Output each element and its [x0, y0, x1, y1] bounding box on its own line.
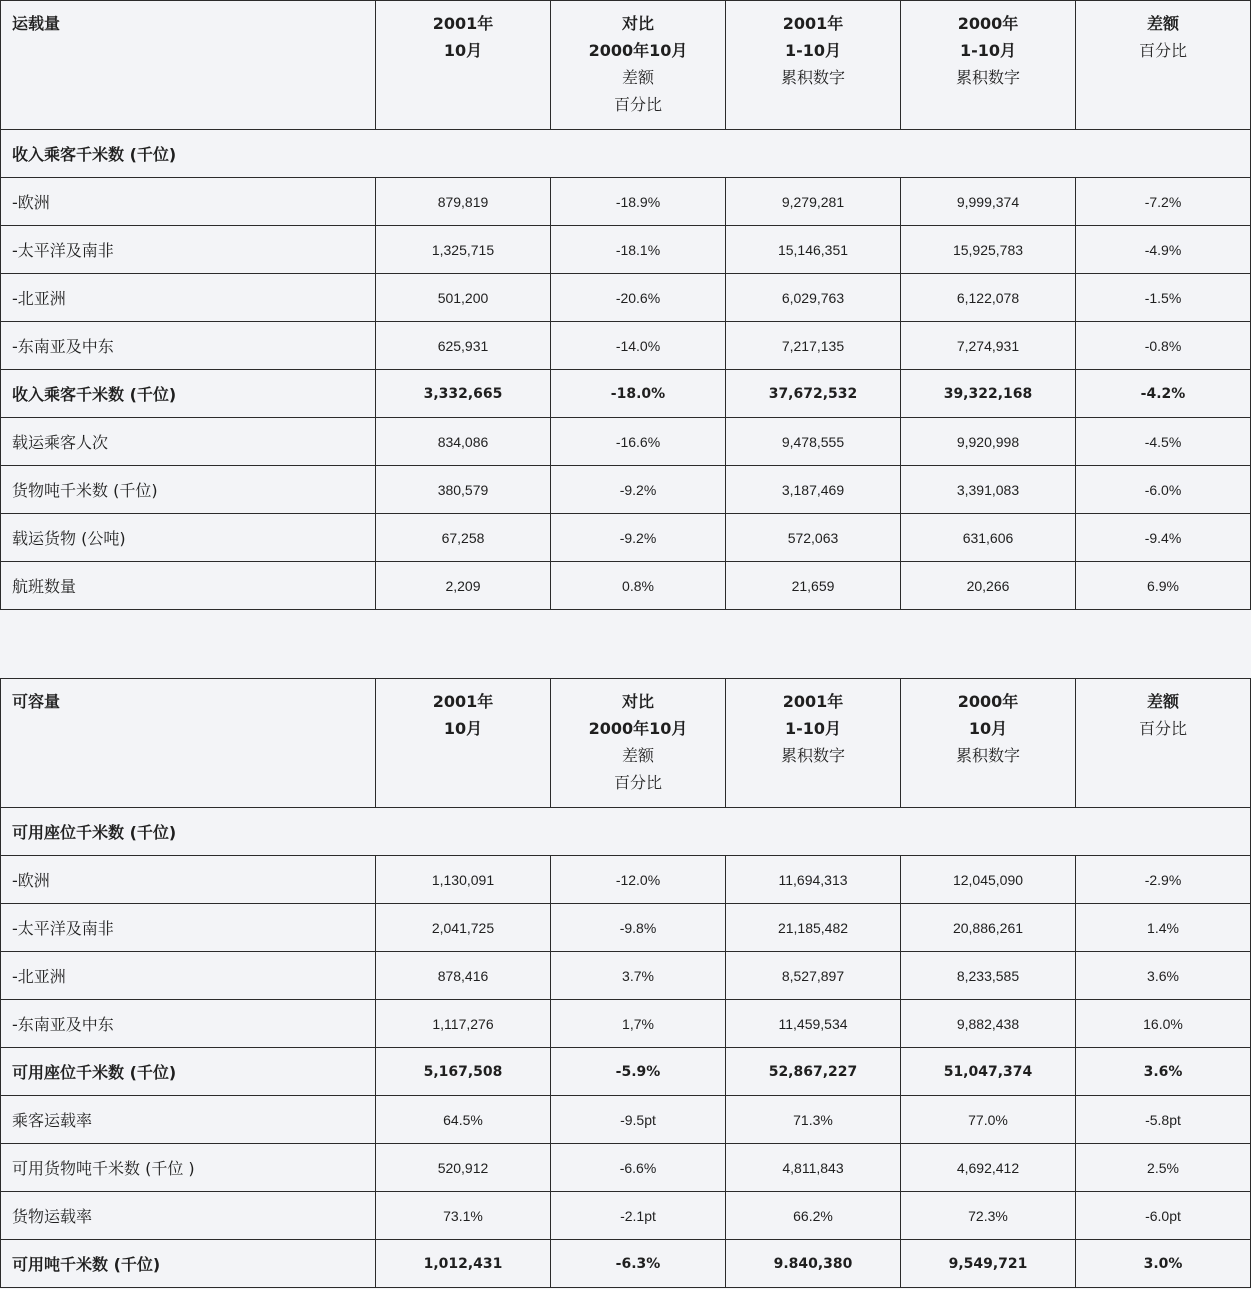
- table-cell: -9.4%: [1076, 514, 1251, 562]
- table-cell: -4.2%: [1076, 370, 1251, 418]
- table-cell: 12,045,090: [901, 856, 1076, 904]
- table-cell: 631,606: [901, 514, 1076, 562]
- table-cell: 21,185,482: [726, 904, 901, 952]
- header-line: 2001年: [432, 14, 494, 33]
- table-cell: -5.8pt: [1076, 1096, 1251, 1144]
- table-cell: -9.5pt: [551, 1096, 726, 1144]
- table-cell: 73.1%: [376, 1192, 551, 1240]
- row-label: 可用吨千米数 (千位): [1, 1240, 376, 1288]
- section-heading: 收入乘客千米数 (千位): [1, 130, 1251, 178]
- table-cell: 834,086: [376, 418, 551, 466]
- row-label: 航班数量: [1, 562, 376, 610]
- column-header: [376, 679, 551, 808]
- header-line: 2001年: [782, 692, 844, 711]
- table-cell: -9.2%: [551, 466, 726, 514]
- section-row: [1, 808, 1251, 856]
- table-title: [1, 679, 376, 808]
- table-row: [1, 562, 1251, 610]
- row-label: 货物吨千米数 (千位): [1, 466, 376, 514]
- table-cell: 64.5%: [376, 1096, 551, 1144]
- table-cell: 4,692,412: [901, 1144, 1076, 1192]
- table-cell: 8,233,585: [901, 952, 1076, 1000]
- header-line: 累积数字: [780, 746, 845, 765]
- table-cell: 9,882,438: [901, 1000, 1076, 1048]
- table-cell: 879,819: [376, 178, 551, 226]
- table-row: [1, 226, 1251, 274]
- header-line: 差额: [1146, 692, 1179, 711]
- row-label: 可用座位千米数 (千位): [1, 1048, 376, 1096]
- table-cell: -6.6%: [551, 1144, 726, 1192]
- table-cell: -2.9%: [1076, 856, 1251, 904]
- header-line: 百分比: [1138, 719, 1187, 738]
- header-line: 累积数字: [780, 68, 845, 87]
- header-line: 累积数字: [955, 746, 1020, 765]
- table-cell: 39,322,168: [901, 370, 1076, 418]
- table-cell: 3.6%: [1076, 1048, 1251, 1096]
- table-cell: 3.7%: [551, 952, 726, 1000]
- table-cell: -1.5%: [1076, 274, 1251, 322]
- row-label: 收入乘客千米数 (千位): [1, 370, 376, 418]
- table-cell: 501,200: [376, 274, 551, 322]
- table-cell: 3.6%: [1076, 952, 1251, 1000]
- header-line: 2000年10月: [588, 41, 688, 60]
- header-line: 差额: [621, 68, 654, 87]
- table-cell: 51,047,374: [901, 1048, 1076, 1096]
- table-cell: 11,459,534: [726, 1000, 901, 1048]
- table-cell: 1,325,715: [376, 226, 551, 274]
- row-label: -北亚洲: [1, 952, 376, 1000]
- table-cell: -0.8%: [1076, 322, 1251, 370]
- table-cell: 5,167,508: [376, 1048, 551, 1096]
- table-cell: 67,258: [376, 514, 551, 562]
- row-label: 货物运载率: [1, 1192, 376, 1240]
- table-row: [1, 1000, 1251, 1048]
- section-heading: 可用座位千米数 (千位): [1, 808, 1251, 856]
- column-header: [1076, 1, 1251, 130]
- section-row: [1, 130, 1251, 178]
- table-cell: 3,332,665: [376, 370, 551, 418]
- header-line: 2001年: [432, 692, 494, 711]
- table-row: [1, 1144, 1251, 1192]
- table-cell: 7,217,135: [726, 322, 901, 370]
- table-cell: -6.0%: [1076, 466, 1251, 514]
- row-label: 载运乘客人次: [1, 418, 376, 466]
- row-label: -欧洲: [1, 178, 376, 226]
- table-cell: 3,391,083: [901, 466, 1076, 514]
- table-cell: 20,886,261: [901, 904, 1076, 952]
- table-cell: 1,7%: [551, 1000, 726, 1048]
- table-cell: -9.8%: [551, 904, 726, 952]
- table-cell: 77.0%: [901, 1096, 1076, 1144]
- row-label: -北亚洲: [1, 274, 376, 322]
- table-cell: 72.3%: [901, 1192, 1076, 1240]
- table-row: [1, 418, 1251, 466]
- table-cell: 6.9%: [1076, 562, 1251, 610]
- header-line: 对比: [621, 692, 654, 711]
- table-row: [1, 1096, 1251, 1144]
- table-cell: -20.6%: [551, 274, 726, 322]
- column-header: [376, 1, 551, 130]
- column-header: [551, 679, 726, 808]
- table-cell: 52,867,227: [726, 1048, 901, 1096]
- table-cell: 1.4%: [1076, 904, 1251, 952]
- table-cell: 4,811,843: [726, 1144, 901, 1192]
- table-cell: 520,912: [376, 1144, 551, 1192]
- table-cell: 878,416: [376, 952, 551, 1000]
- table-cell: 0.8%: [551, 562, 726, 610]
- table-cell: -16.6%: [551, 418, 726, 466]
- header-line: 百分比: [613, 95, 662, 114]
- header-line: 1-10月: [959, 41, 1017, 60]
- header-line: 累积数字: [955, 68, 1020, 87]
- table-cell: 9,478,555: [726, 418, 901, 466]
- table-cell: 7,274,931: [901, 322, 1076, 370]
- row-label: 乘客运载率: [1, 1096, 376, 1144]
- table-cell: 20,266: [901, 562, 1076, 610]
- table-row: [1, 904, 1251, 952]
- table-cell: 9,920,998: [901, 418, 1076, 466]
- header-line: 1-10月: [784, 41, 842, 60]
- header-line: 百分比: [1138, 41, 1187, 60]
- table-cell: 8,527,897: [726, 952, 901, 1000]
- table-cell: 6,122,078: [901, 274, 1076, 322]
- row-label: -太平洋及南非: [1, 226, 376, 274]
- table-row: [1, 274, 1251, 322]
- capacity-table: [0, 678, 1251, 1288]
- table-cell: 21,659: [726, 562, 901, 610]
- table-cell: 3.0%: [1076, 1240, 1251, 1288]
- table-cell: 6,029,763: [726, 274, 901, 322]
- header-line: 差额: [621, 746, 654, 765]
- table-row: [1, 370, 1251, 418]
- table-row: [1, 1048, 1251, 1096]
- column-header: [901, 679, 1076, 808]
- table-cell: -18.9%: [551, 178, 726, 226]
- table-cell: -9.2%: [551, 514, 726, 562]
- traffic-table: [0, 0, 1251, 610]
- header-line: 2000年10月: [588, 719, 688, 738]
- header-line: 10月: [968, 719, 1008, 738]
- table-cell: 66.2%: [726, 1192, 901, 1240]
- table-cell: 9,999,374: [901, 178, 1076, 226]
- table-cell: -4.5%: [1076, 418, 1251, 466]
- header-row: [1, 1, 1251, 130]
- table-row: [1, 1192, 1251, 1240]
- row-label: 载运货物 (公吨): [1, 514, 376, 562]
- table-cell: 11,694,313: [726, 856, 901, 904]
- table-cell: -18.1%: [551, 226, 726, 274]
- column-header: [551, 1, 726, 130]
- header-line: 差额: [1146, 14, 1179, 33]
- header-line: 10月: [443, 41, 483, 60]
- table-cell: -14.0%: [551, 322, 726, 370]
- table-cell: 572,063: [726, 514, 901, 562]
- column-header: [901, 1, 1076, 130]
- table-cell: 16.0%: [1076, 1000, 1251, 1048]
- table-cell: 1,117,276: [376, 1000, 551, 1048]
- table-row: [1, 1240, 1251, 1288]
- table-cell: 15,925,783: [901, 226, 1076, 274]
- table-cell: 37,672,532: [726, 370, 901, 418]
- header-line: 1-10月: [784, 719, 842, 738]
- header-line: 对比: [621, 14, 654, 33]
- header-line: 10月: [443, 719, 483, 738]
- table-cell: -2.1pt: [551, 1192, 726, 1240]
- table-cell: -7.2%: [1076, 178, 1251, 226]
- row-label: -欧洲: [1, 856, 376, 904]
- table-row: [1, 514, 1251, 562]
- row-label: -太平洋及南非: [1, 904, 376, 952]
- column-header: [726, 1, 901, 130]
- header-line: 百分比: [613, 773, 662, 792]
- header-line: 2000年: [957, 692, 1019, 711]
- table-cell: 9,549,721: [901, 1240, 1076, 1288]
- table-cell: 2,041,725: [376, 904, 551, 952]
- column-header: [1076, 679, 1251, 808]
- table-cell: 380,579: [376, 466, 551, 514]
- header-line: 2000年: [957, 14, 1019, 33]
- table-row: [1, 178, 1251, 226]
- header-line: 可容量: [12, 692, 61, 711]
- header-row: [1, 679, 1251, 808]
- header-line: 2001年: [782, 14, 844, 33]
- table-row: [1, 856, 1251, 904]
- table-cell: -6.3%: [551, 1240, 726, 1288]
- table-title: [1, 1, 376, 130]
- header-line: 运载量: [12, 14, 61, 33]
- table-cell: -18.0%: [551, 370, 726, 418]
- row-label: -东南亚及中东: [1, 1000, 376, 1048]
- table-cell: -5.9%: [551, 1048, 726, 1096]
- table-row: [1, 466, 1251, 514]
- table-cell: 2,209: [376, 562, 551, 610]
- table-cell: -4.9%: [1076, 226, 1251, 274]
- table-cell: 9.840,380: [726, 1240, 901, 1288]
- table-cell: -12.0%: [551, 856, 726, 904]
- row-label: 可用货物吨千米数 (千位 ): [1, 1144, 376, 1192]
- table-cell: 1,012,431: [376, 1240, 551, 1288]
- table-cell: 71.3%: [726, 1096, 901, 1144]
- row-label: -东南亚及中东: [1, 322, 376, 370]
- table-row: [1, 322, 1251, 370]
- table-cell: 15,146,351: [726, 226, 901, 274]
- column-header: [726, 679, 901, 808]
- table-cell: 3,187,469: [726, 466, 901, 514]
- table-cell: 1,130,091: [376, 856, 551, 904]
- table-cell: 625,931: [376, 322, 551, 370]
- table-cell: 2.5%: [1076, 1144, 1251, 1192]
- table-cell: 9,279,281: [726, 178, 901, 226]
- table-row: [1, 952, 1251, 1000]
- table-cell: -6.0pt: [1076, 1192, 1251, 1240]
